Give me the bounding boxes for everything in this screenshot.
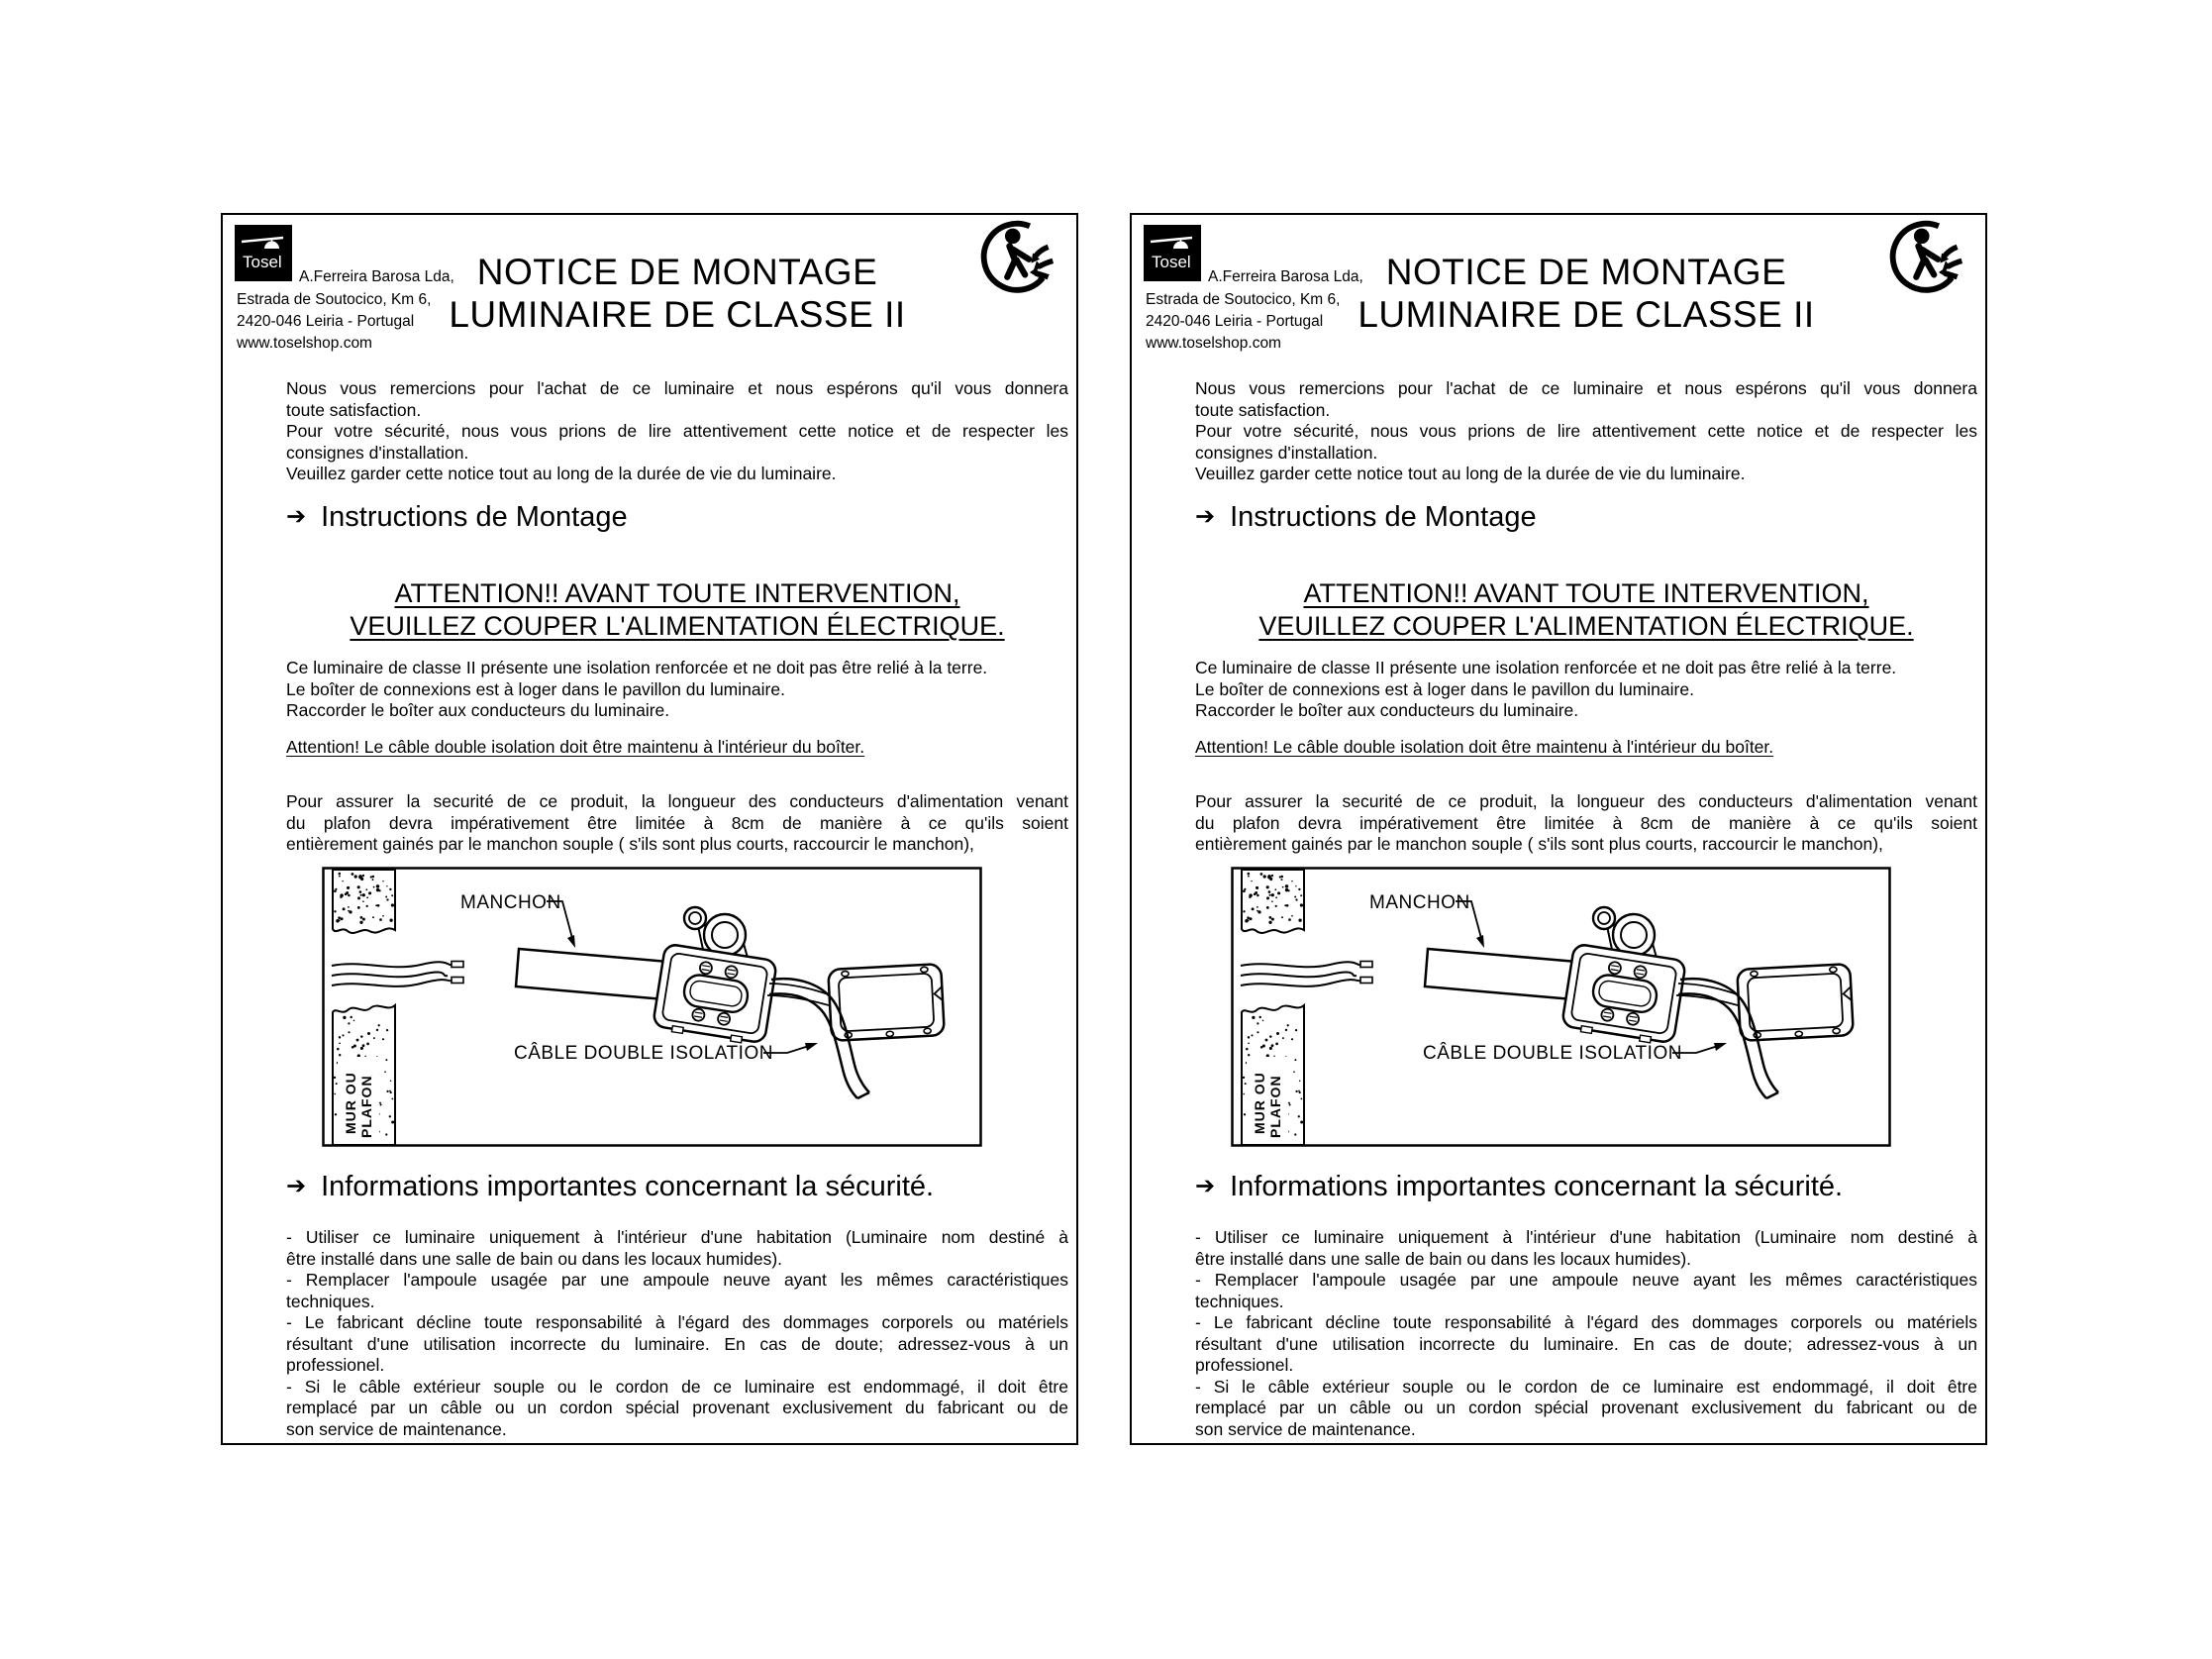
caution-line: Attention! Le câble double isolation doit être maintenu à l'intérieur du boîter.	[286, 737, 865, 757]
title-line-2: LUMINAIRE DE CLASSE II	[1357, 294, 1815, 335]
warning-line-2: VEUILLEZ COUPER L'ALIMENTATION ÉLECTRIQUE.	[1258, 611, 1914, 641]
intro-paragraphs	[286, 378, 1068, 485]
safety-line: - Si le câble extérieur souple ou le cordon de ce luminaire est endommagé, il doit être	[1195, 1376, 1977, 1397]
address-line-1: Estrada de Soutocico, Km 6,	[1146, 291, 1341, 308]
safety-line: techniques.	[286, 1291, 375, 1311]
body-line: Raccorder le boîter aux conducteurs du luminaire.	[1195, 700, 1579, 720]
safety-list	[286, 1227, 1068, 1440]
section-heading-securite	[286, 1170, 1068, 1205]
conductor-paragraph	[286, 791, 1068, 856]
body-line: du plafon devra impérativement être limitée à 8cm de manière à ce qu'ils soient	[1195, 812, 1977, 833]
title-line-1: NOTICE DE MONTAGE	[1385, 252, 1787, 292]
intro-line: consignes d'installation.	[1195, 442, 1378, 463]
body-line: Raccorder le boîter aux conducteurs du luminaire.	[286, 700, 670, 720]
safety-line: - Le fabricant décline toute responsabilité à l'égard des dommages corporels ou matériels	[286, 1312, 1068, 1332]
safety-line: son service de maintenance.	[1195, 1418, 1416, 1439]
safety-line: résultant d'une utilisation incorrecte du luminaire. En cas de doute; adressez-vous à un	[1195, 1333, 1977, 1354]
safety-line: résultant d'une utilisation incorrecte du luminaire. En cas de doute; adressez-vous à un	[286, 1333, 1068, 1354]
section-heading-text: Instructions de Montage	[321, 501, 628, 533]
safety-line: remplacé par un câble ou un cordon spécial provenant exclusivement du fabricant ou de	[286, 1398, 1068, 1417]
section-heading-montage	[286, 500, 1068, 536]
safety-line: être installé dans une salle de bain ou dans les locaux humides).	[1195, 1248, 1692, 1269]
mounting-diagram	[1231, 867, 1891, 1147]
class2-paragraph	[286, 658, 1068, 722]
mounting-diagram	[322, 867, 982, 1147]
tosel-logo	[235, 225, 292, 281]
website-url: www.toselshop.com	[1146, 335, 1281, 352]
website-url: www.toselshop.com	[237, 335, 372, 352]
logo-brand-text: Tosel	[243, 253, 282, 271]
body-line: Ce luminaire de classe II présente une isolation renforcée et ne doit pas être relié à la terre.	[1195, 658, 1897, 677]
safety-line: - Si le câble extérieur souple ou le cordon de ce luminaire est endommagé, il doit être	[286, 1376, 1068, 1397]
warning-line-2: VEUILLEZ COUPER L'ALIMENTATION ÉLECTRIQUE.	[350, 611, 1005, 641]
wall-label: MUR OUPLAFON	[343, 1072, 374, 1138]
arrow-bullet-icon: ➔	[1195, 503, 1216, 530]
address-line-2: 2420-046 Leiria - Portugal	[1146, 313, 1324, 330]
cable-label: CÂBLE DOUBLE ISOLATION	[1423, 1043, 1682, 1064]
section-heading-text: Informations importantes concernant la sécurité.	[321, 1171, 935, 1202]
address-line-2: 2420-046 Leiria - Portugal	[237, 313, 415, 330]
intro-line: Nous vous remercions pour l'achat de ce luminaire et nous espérons qu'il vous donnera	[286, 378, 1068, 398]
manchon-label: MANCHON	[460, 892, 561, 913]
intro-line: Pour votre sécurité, nous vous prions de lire attentivement cette notice et de respecter les	[286, 421, 1068, 441]
warning-line-1: ATTENTION!! AVANT TOUTE INTERVENTION,	[1303, 578, 1869, 608]
intro-line: Veuillez garder cette notice tout au long de la durée de vie du luminaire.	[1195, 464, 1746, 483]
body-line: Pour assurer la securité de ce produit, la longueur des conducteurs d'alimentation venant	[286, 791, 1068, 811]
address-line-1: Estrada de Soutocico, Km 6,	[237, 291, 432, 308]
intro-line: toute satisfaction.	[1195, 399, 1331, 420]
conductor-paragraph	[1195, 791, 1977, 856]
body-line: entièrement gainés par le manchon souple ( s'ils sont plus courts, raccourcir le manchon),	[1195, 834, 1883, 854]
safety-line: - Remplacer l'ampoule usagée par une ampoule neuve ayant les mêmes caractéristiques	[1195, 1270, 1977, 1290]
warning-block	[1195, 577, 1977, 643]
company-name: A.Ferreira Barosa Lda,	[1208, 268, 1363, 285]
wall-label: MUR OUPLAFON	[1252, 1072, 1283, 1138]
cable-label: CÂBLE DOUBLE ISOLATION	[514, 1043, 773, 1064]
safety-line: techniques.	[1195, 1291, 1284, 1311]
section-heading-montage	[1195, 500, 1977, 536]
safety-line: - Le fabricant décline toute responsabilité à l'égard des dommages corporels ou matériels	[1195, 1312, 1977, 1332]
title-line-2: LUMINAIRE DE CLASSE II	[449, 294, 906, 335]
intro-line: consignes d'installation.	[286, 442, 469, 463]
warning-block	[286, 577, 1068, 643]
safety-line: professionel.	[1195, 1355, 1294, 1375]
intro-line: Nous vous remercions pour l'achat de ce luminaire et nous espérons qu'il vous donnera	[1195, 378, 1977, 398]
body-line: Ce luminaire de classe II présente une isolation renforcée et ne doit pas être relié à la terre.	[286, 658, 988, 677]
body-line: du plafon devra impérativement être limitée à 8cm de manière à ce qu'ils soient	[286, 812, 1068, 833]
safety-line: - Utiliser ce luminaire uniquement à l'intérieur d'une habitation (Luminaire nom destiné à	[1195, 1227, 1977, 1247]
document-title	[286, 251, 1068, 336]
logo-brand-text: Tosel	[1152, 253, 1191, 271]
safety-list	[1195, 1227, 1977, 1440]
arrow-bullet-icon: ➔	[1195, 1173, 1216, 1199]
body-line: Pour assurer la securité de ce produit, la longueur des conducteurs d'alimentation venant	[1195, 791, 1977, 811]
warning-line-1: ATTENTION!! AVANT TOUTE INTERVENTION,	[394, 578, 960, 608]
intro-line: Veuillez garder cette notice tout au long de la durée de vie du luminaire.	[286, 464, 837, 483]
document-title	[1195, 251, 1977, 336]
section-heading-securite	[1195, 1170, 1977, 1205]
manchon-label: MANCHON	[1369, 892, 1470, 913]
triman-recycling-icon	[979, 220, 1058, 297]
section-heading-text: Informations importantes concernant la sécurité.	[1230, 1171, 1844, 1202]
safety-line: - Remplacer l'ampoule usagée par une ampoule neuve ayant les mêmes caractéristiques	[286, 1270, 1068, 1290]
intro-paragraphs	[1195, 378, 1977, 485]
safety-line: remplacé par un câble ou un cordon spécial provenant exclusivement du fabricant ou de	[1195, 1398, 1977, 1417]
safety-line: être installé dans une salle de bain ou dans les locaux humides).	[286, 1248, 783, 1269]
tosel-logo	[1144, 225, 1201, 281]
intro-line: Pour votre sécurité, nous vous prions de lire attentivement cette notice et de respecter les	[1195, 421, 1977, 441]
notice-page-right	[1130, 213, 1987, 1445]
notice-page-left	[221, 213, 1078, 1445]
triman-recycling-icon	[1888, 220, 1967, 297]
safety-line: professionel.	[286, 1355, 385, 1375]
title-line-1: NOTICE DE MONTAGE	[476, 252, 878, 292]
body-line: entièrement gainés par le manchon souple ( s'ils sont plus courts, raccourcir le manchon),	[286, 834, 974, 854]
intro-line: toute satisfaction.	[286, 399, 422, 420]
company-name: A.Ferreira Barosa Lda,	[299, 268, 454, 285]
section-heading-text: Instructions de Montage	[1230, 501, 1537, 533]
body-line: Le boîter de connexions est à loger dans le pavillon du luminaire.	[286, 678, 785, 699]
body-line: Le boîter de connexions est à loger dans le pavillon du luminaire.	[1195, 678, 1694, 699]
caution-line: Attention! Le câble double isolation doit être maintenu à l'intérieur du boîter.	[1195, 737, 1774, 757]
safety-line: - Utiliser ce luminaire uniquement à l'intérieur d'une habitation (Luminaire nom destiné à	[286, 1227, 1068, 1247]
safety-line: son service de maintenance.	[286, 1418, 507, 1439]
class2-paragraph	[1195, 658, 1977, 722]
arrow-bullet-icon: ➔	[286, 503, 307, 530]
arrow-bullet-icon: ➔	[286, 1173, 307, 1199]
